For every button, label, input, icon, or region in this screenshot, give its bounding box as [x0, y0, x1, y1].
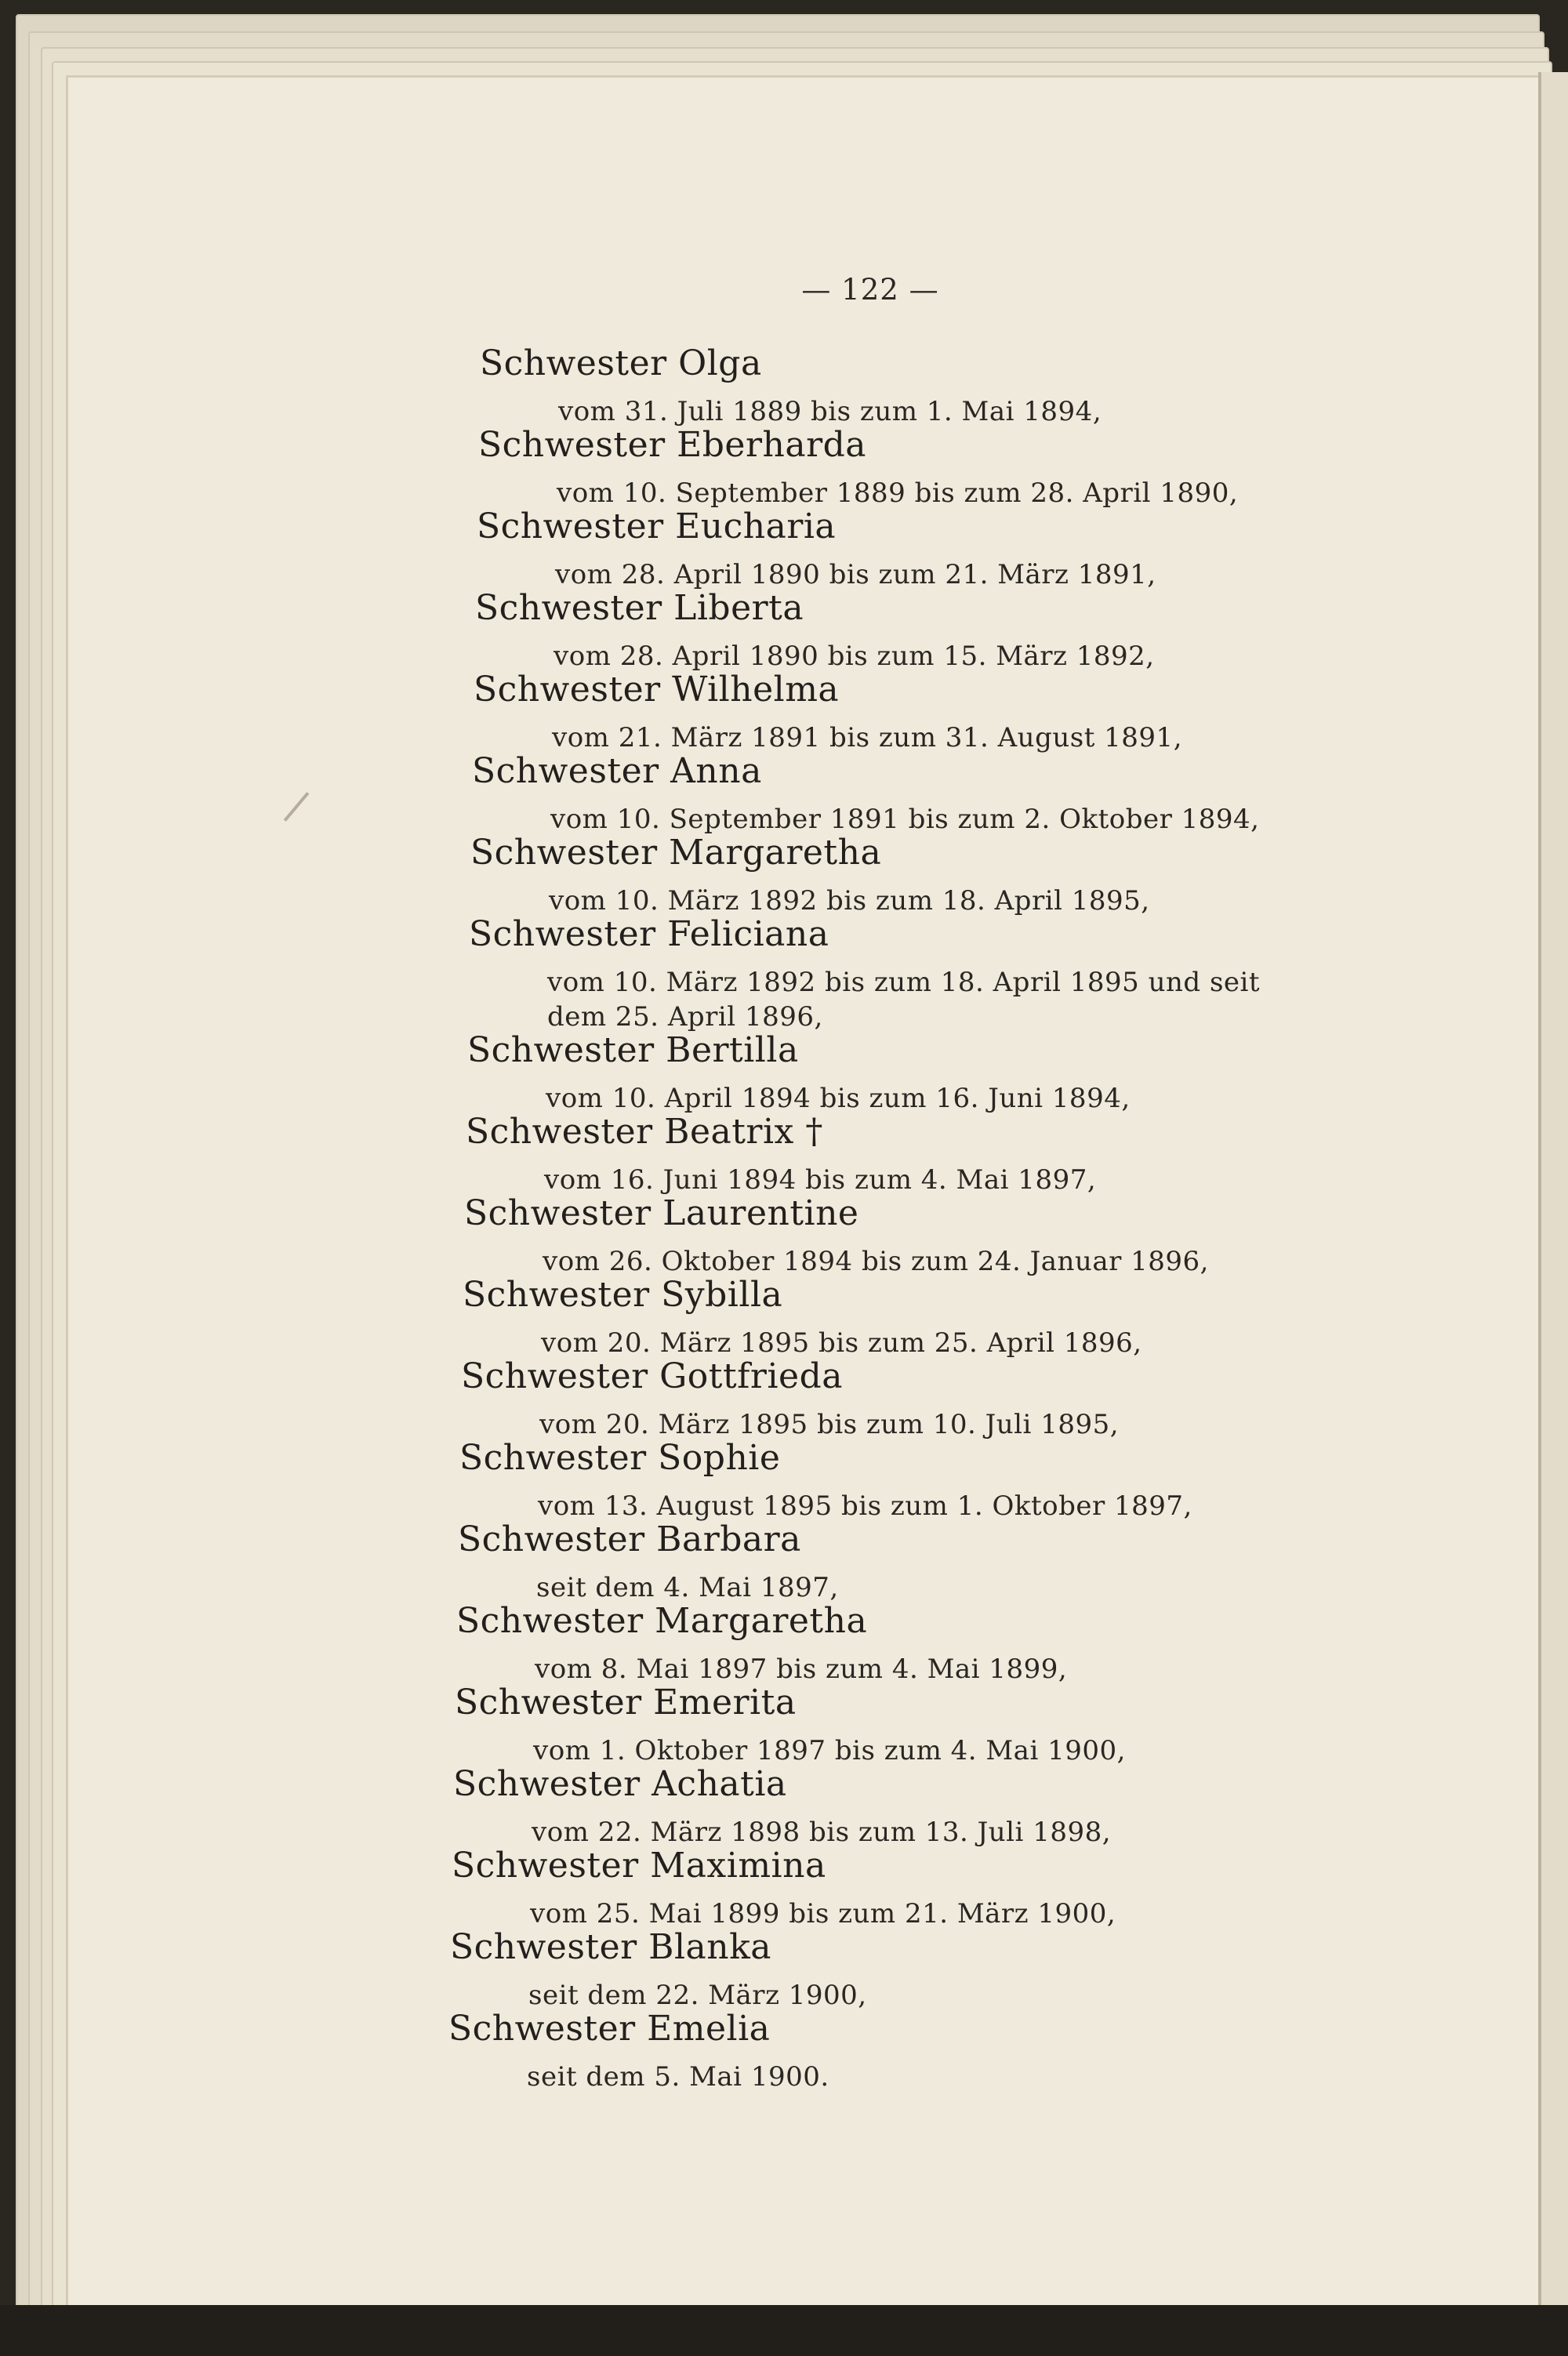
entry-name: Schwester Barbara [458, 1519, 801, 1559]
entry-name: Schwester Wilhelma [474, 670, 840, 710]
entry-name: Schwester Emerita [455, 1683, 797, 1723]
entry-name: Schwester Anna [472, 751, 762, 791]
entry-dates: vom 25. Mai 1899 bis zum 21. März 1900, [530, 1898, 1116, 1929]
entry-dates: vom 1. Oktober 1897 bis zum 4. Mai 1900, [533, 1735, 1126, 1766]
entry-name: Schwester Margaretha [456, 1601, 868, 1641]
entry-name: Schwester Achatia [453, 1764, 787, 1804]
entry-name: Schwester Bertilla [467, 1030, 799, 1070]
page-number: — 122 — [801, 273, 939, 307]
entry-dates-continued: dem 25. April 1896, [547, 1001, 823, 1033]
entry-dates: vom 10. März 1892 bis zum 18. April 1895 und seit [547, 967, 1261, 998]
entry-name: Schwester Sybilla [463, 1275, 783, 1315]
entry-name: Schwester Feliciana [469, 914, 829, 954]
entry-dates: seit dem 4. Mai 1897, [536, 1572, 839, 1603]
entry-dates: vom 20. März 1895 bis zum 25. April 1896, [541, 1327, 1142, 1359]
entry-dates: vom 10. September 1891 bis zum 2. Oktober 1894, [550, 804, 1260, 835]
entry-dates: vom 22. März 1898 bis zum 13. Juli 1898, [532, 1817, 1112, 1848]
entry-dates: vom 10. September 1889 bis zum 28. April 1890, [557, 477, 1239, 509]
entry-name: Schwester Olga [480, 343, 762, 383]
entry-dates: vom 8. Mai 1897 bis zum 4. Mai 1899, [535, 1654, 1068, 1685]
entry-dates: vom 28. April 1890 bis zum 21. März 1891, [555, 559, 1156, 590]
entry-dates: vom 21. März 1891 bis zum 31. August 1891, [552, 722, 1182, 753]
entry-dates: vom 13. August 1895 bis zum 1. Oktober 1897, [538, 1490, 1192, 1522]
entry-dates: vom 20. März 1895 bis zum 10. Juli 1895, [539, 1409, 1120, 1440]
entry-name: Schwester Sophie [459, 1438, 781, 1478]
entry-name: Schwester Blanka [450, 1927, 772, 1967]
entry-name: Schwester Beatrix † [466, 1112, 823, 1152]
entry-name: Schwester Liberta [475, 588, 804, 628]
entry-dates: vom 31. Juli 1889 bis zum 1. Mai 1894, [558, 396, 1102, 427]
entry-dates: vom 16. Juni 1894 bis zum 4. Mai 1897, [544, 1164, 1097, 1196]
entry-name: Schwester Maximina [452, 1846, 826, 1886]
entry-name: Schwester Eucharia [477, 506, 837, 546]
entry-dates: vom 28. April 1890 bis zum 15. März 1892, [554, 641, 1155, 672]
entry-name: Schwester Emelia [448, 2009, 771, 2049]
entry-dates: vom 10. März 1892 bis zum 18. April 1895, [549, 885, 1150, 917]
entry-dates: seit dem 5. Mai 1900. [527, 2061, 829, 2093]
entry-dates: vom 26. Oktober 1894 bis zum 24. Januar 1896, [543, 1246, 1209, 1277]
entry-name: Schwester Gottfrieda [461, 1356, 843, 1396]
entry-dates: vom 10. April 1894 bis zum 16. Juni 1894, [546, 1083, 1131, 1114]
entry-name: Schwester Margaretha [470, 833, 882, 873]
entry-name: Schwester Eberharda [478, 425, 867, 465]
entry-name: Schwester Laurentine [464, 1193, 859, 1233]
entry-dates: seit dem 22. März 1900, [528, 1980, 867, 2011]
